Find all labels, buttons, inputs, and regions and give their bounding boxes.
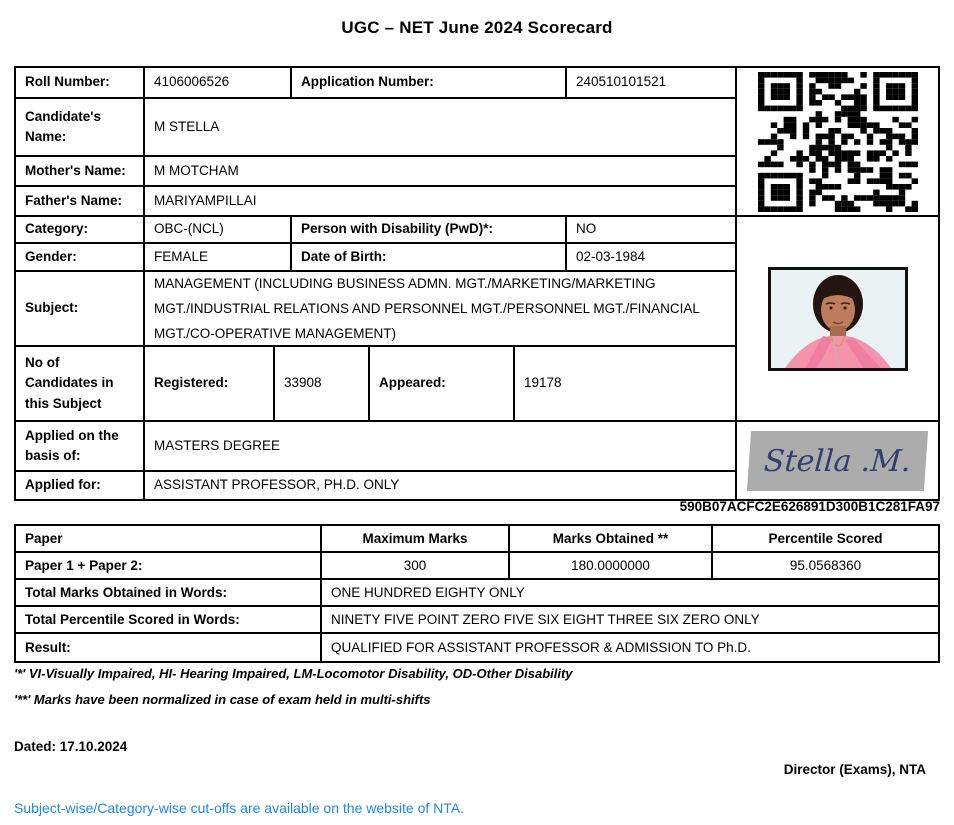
table-row [16, 244, 735, 272]
total-marks-words-label: Total Marks Obtained in Words: [16, 580, 322, 605]
table-row [16, 99, 735, 157]
table-row [16, 347, 735, 422]
candidate-info-table [14, 66, 940, 501]
table-row [16, 472, 735, 499]
marks-table-header-row [16, 526, 938, 553]
total-percentile-words-value: NINETY FIVE POINT ZERO FIVE SIX EIGHT THREE SIX ZERO ONLY [331, 612, 760, 627]
percentile-scored-value: 95.0568360 [789, 558, 862, 573]
paper-row-label: Paper 1 + Paper 2: [16, 553, 322, 578]
result-label: Result: [16, 634, 322, 661]
applied-basis-value: MASTERS DEGREE [154, 437, 281, 453]
qr-code-pattern [758, 72, 918, 212]
candidate-photo-image [771, 270, 905, 368]
marks-obtained-value: 180.0000000 [510, 553, 713, 578]
father-name-value: MARIYAMPILLAI [154, 192, 257, 208]
applied-basis-label: Applied on the basis of: [16, 422, 145, 470]
dob-label: Date of Birth: [292, 244, 567, 270]
marks-table [14, 524, 940, 663]
application-number-label: Application Number: [292, 68, 567, 97]
candidate-name-value: M STELLA [154, 118, 220, 134]
category-value: OBC-(NCL) [145, 217, 292, 242]
father-name-label: Father's Name: [16, 187, 145, 215]
appeared-value: 19178 [524, 375, 562, 391]
table-row [16, 634, 938, 661]
total-percentile-words-label: Total Percentile Scored in Words: [16, 607, 322, 632]
page-title: UGC – NET June 2024 Scorecard [341, 18, 613, 37]
qr-code-image [758, 72, 918, 212]
subject-label: Subject: [16, 272, 145, 345]
table-row [16, 217, 735, 244]
director-signatory: Director (Exams), NTA [783, 762, 926, 777]
maximum-marks-value: 300 [322, 553, 510, 578]
qr-code [737, 68, 938, 217]
result-value: QUALIFIED FOR ASSISTANT PROFESSOR & ADMISSION TO Ph.D. [331, 640, 751, 655]
cutoff-note-link[interactable]: Subject-wise/Category-wise cut-offs are available on the website of NTA. [14, 800, 465, 816]
table-row [16, 422, 735, 472]
appeared-label: Appeared: [370, 347, 515, 420]
candidate-info-left-block [16, 68, 735, 499]
roll-number-value: 4106006526 [145, 68, 292, 97]
footnote-normalization: '**' Marks have been normalized in case of exam held in multi-shifts [14, 692, 431, 707]
pwd-label: Person with Disability (PwD)*: [292, 217, 567, 242]
subject-value: MANAGEMENT (INCLUDING BUSINESS ADMN. MGT./MARKETING/MARKETING MGT./INDUSTRIAL RELATIONS AND PERSONNEL MGT./PERSONNEL MGT./FINANCIAL MGT./CO-OPERATIVE MANAGEMENT) [154, 276, 700, 341]
column-header-maximum-marks: Maximum Marks [322, 526, 510, 551]
application-number-value: 240510101521 [576, 74, 667, 90]
category-label: Category: [16, 217, 145, 242]
table-row [16, 68, 735, 99]
footnote-disability: '*' VI-Visually Impaired, HI- Hearing Impaired, LM-Locomotor Disability, OD-Other Disability [14, 666, 573, 681]
candidate-media-column [735, 68, 938, 499]
candidate-name-label: Candidate's Name: [16, 99, 145, 155]
registered-value: 33908 [275, 347, 370, 420]
column-header-percentile-scored: Percentile Scored [768, 531, 883, 546]
verification-hash: 590B07ACFC2E626891D300B1C281FA97 [679, 499, 940, 514]
total-marks-words-value: ONE HUNDRED EIGHTY ONLY [331, 585, 525, 600]
registered-label: Registered: [145, 347, 275, 420]
table-row [16, 272, 735, 347]
table-row [16, 607, 938, 634]
candidate-photo-frame [768, 267, 908, 371]
candidate-signature [737, 422, 938, 499]
column-header-paper: Paper [16, 526, 322, 551]
roll-number-label: Roll Number: [16, 68, 145, 97]
gender-value: FEMALE [145, 244, 292, 270]
dated-line: Dated: 17.10.2024 [14, 739, 128, 754]
table-row [16, 187, 735, 217]
dob-value: 02-03-1984 [576, 248, 646, 264]
mother-name-label: Mother's Name: [16, 157, 145, 185]
table-row [16, 157, 735, 187]
gender-label: Gender: [16, 244, 145, 270]
candidates-in-subject-label: No of Candidates in this Subject [16, 347, 145, 420]
pwd-value: NO [576, 221, 597, 237]
mother-name-value: M MOTCHAM [154, 162, 239, 178]
candidate-photo [737, 217, 938, 422]
table-row [16, 553, 938, 580]
applied-for-label: Applied for: [16, 472, 145, 499]
candidate-signature-image: Stella .M. [747, 431, 928, 491]
applied-for-value: ASSISTANT PROFESSOR, PH.D. ONLY [154, 477, 400, 493]
column-header-marks-obtained: Marks Obtained ** [510, 526, 713, 551]
table-row [16, 580, 938, 607]
